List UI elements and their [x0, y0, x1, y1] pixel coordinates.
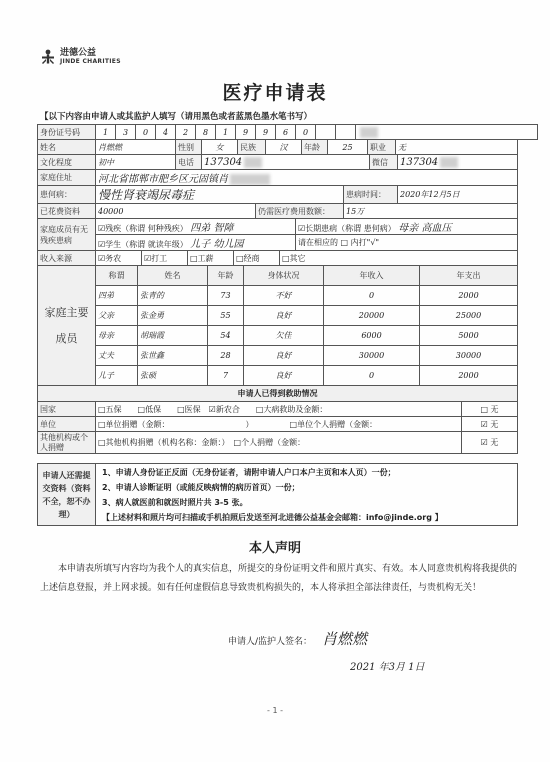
disabled-cell	[96, 219, 296, 235]
id-digit[interactable]: 0	[136, 125, 156, 140]
member-age[interactable]: 28	[208, 346, 244, 366]
member-expense[interactable]: 2000	[420, 366, 518, 386]
family-col-age: 年龄	[208, 266, 244, 286]
address-table	[37, 169, 518, 186]
onset-field[interactable]: 2020年12月5日	[398, 186, 518, 204]
table-row	[38, 326, 518, 346]
need-label: 仍需医疗费用数额：	[256, 204, 344, 219]
ethnicity-label: 民族	[238, 140, 266, 155]
member-relation[interactable]: 四弟	[96, 286, 138, 306]
member-income[interactable]: 6000	[324, 326, 420, 346]
family-section-label: 家庭主要成员	[38, 266, 96, 386]
income-labor-checkbox[interactable]: ☑打工	[142, 251, 188, 266]
address-label: 家庭住址	[38, 170, 96, 186]
material-item: 1、申请人身份证正反面（无身份证者，请附申请人户口本户主页和本人页）一份；	[102, 467, 396, 477]
member-income[interactable]: 0	[324, 366, 420, 386]
contact-row	[38, 155, 518, 170]
disease-row	[38, 186, 518, 204]
member-health[interactable]: 欠佳	[244, 326, 324, 346]
redaction-mark	[230, 174, 270, 185]
member-health[interactable]: 不好	[244, 286, 324, 306]
education-label: 文化程度	[38, 155, 96, 170]
id-digit[interactable]: 2	[176, 125, 196, 140]
income-salary-checkbox[interactable]: □工薪	[188, 251, 234, 266]
family-col-income: 年收入	[324, 266, 420, 286]
brand-logo	[40, 48, 121, 65]
member-health[interactable]: 良好	[244, 306, 324, 326]
jinde-logo-icon	[40, 49, 56, 65]
basic-info-table	[37, 139, 518, 155]
chronic-checkbox[interactable]: ☑长期患病（称谓 患何病）	[298, 224, 396, 233]
member-income[interactable]: 20000	[324, 306, 420, 326]
age-field[interactable]: 25	[328, 140, 368, 155]
member-expense[interactable]: 5000	[420, 326, 518, 346]
aid-country-row	[38, 402, 518, 417]
income-table	[37, 250, 518, 266]
member-age[interactable]: 73	[208, 286, 244, 306]
aid-other-label: 其他机构或个人捐赠	[38, 432, 96, 454]
aid-unit-label: 单位	[38, 417, 96, 432]
page-number: - 1 -	[267, 706, 283, 715]
id-digit[interactable]: 1	[216, 125, 236, 140]
member-name[interactable]: 张青的	[138, 286, 208, 306]
phone-cell	[202, 155, 370, 170]
aid-country-label: 国家	[38, 402, 96, 417]
hint-cell	[296, 235, 518, 251]
address-cell	[96, 170, 518, 186]
address-row	[38, 170, 518, 186]
aid-unit-options[interactable]: □单位捐赠（金额： ） □单位个人捐赠（金额：	[96, 417, 462, 432]
aid-country-options[interactable]: □五保 □低保 □医保 ☑新农合 □大病救助及金额：	[96, 402, 462, 417]
spent-field[interactable]: 40000	[96, 204, 256, 219]
id-digit[interactable]: 6	[276, 125, 296, 140]
check-hint: 请在相应的 □ 内打"√"	[298, 238, 380, 247]
id-digit[interactable]: 8	[196, 125, 216, 140]
declaration-text: 本申请表所填写内容均为我个人的真实信息，所提交的身份证明文件和照片真实、有效。本人同意贵机构将我提供的上述信息登报，并上网求援。如有任何虚假信息导致贵机构损失的，本人将承担全部法律责任，与贵机构无关！	[40, 564, 518, 593]
cost-table	[37, 203, 518, 219]
aid-title-row	[38, 386, 518, 402]
member-age[interactable]: 55	[208, 306, 244, 326]
family-col-relation: 称谓	[96, 266, 138, 286]
member-name[interactable]: 胡瑞霞	[138, 326, 208, 346]
chronic-field[interactable]: 母亲 高血压	[398, 223, 452, 234]
id-digit[interactable]: 0	[296, 125, 316, 140]
member-income[interactable]: 0	[324, 286, 420, 306]
income-row	[38, 251, 518, 266]
table-row	[38, 346, 518, 366]
aid-table	[37, 385, 518, 454]
id-digit[interactable]: 9	[256, 125, 276, 140]
member-age[interactable]: 7	[208, 366, 244, 386]
aid-other-none-checkbox[interactable]: ☑ 无	[462, 432, 518, 454]
material-item: 3、病人就医前和就医时照片共 3-5 张。	[102, 497, 248, 507]
aid-country-none-checkbox[interactable]: □ 无	[462, 402, 518, 417]
application-form-table	[37, 124, 538, 140]
name-row	[38, 140, 518, 155]
materials-row	[38, 464, 518, 526]
family-col-expense: 年支出	[420, 266, 518, 286]
wechat-field[interactable]: 137304	[400, 156, 439, 168]
form-note: 【以下内容由申请人或其监护人填写（请用黑色或者蓝黑色墨水笔书写）	[40, 112, 313, 122]
member-label: 家庭成员有无残疾患病	[38, 219, 96, 251]
job-field[interactable]: 无	[396, 140, 518, 155]
disease-field[interactable]: 慢性肾衰竭尿毒症	[96, 186, 344, 204]
redaction-mark	[360, 127, 378, 138]
family-table	[37, 265, 518, 386]
ethnicity-field[interactable]: 汉	[266, 140, 302, 155]
material-item: 2、申请人诊断证明（或能反映病情的病历首页）一份；	[102, 482, 300, 492]
student-checkbox[interactable]: ☑学生（称谓 就读年级）	[98, 240, 188, 249]
name-field[interactable]: 肖燃燃	[96, 140, 176, 155]
aid-other-options[interactable]: □其他机构捐赠（机构名称：金额：） □个人捐赠（金额：	[96, 432, 462, 454]
members-row-2	[38, 235, 518, 251]
education-field[interactable]: 初中	[96, 155, 176, 170]
member-expense[interactable]: 25000	[420, 306, 518, 326]
material-item: 【上述材料和照片均可扫描或手机拍照后发送至河北进德公益基金会邮箱：info@jinde.org 】	[102, 512, 443, 522]
member-relation[interactable]: 儿子	[96, 366, 138, 386]
signature-field[interactable]: 肖燃燃	[322, 630, 368, 648]
id-digit[interactable]: 4	[156, 125, 176, 140]
redaction-mark	[244, 157, 262, 168]
materials-table	[37, 463, 518, 526]
member-age[interactable]: 54	[208, 326, 244, 346]
wechat-label: 微信	[370, 155, 398, 170]
phone-label: 电话	[176, 155, 202, 170]
student-cell	[96, 235, 296, 251]
members-row-1	[38, 219, 518, 235]
id-digit[interactable]: 9	[236, 125, 256, 140]
table-row	[38, 366, 518, 386]
income-label: 收入来源	[38, 251, 96, 266]
member-relation[interactable]: 丈夫	[96, 346, 138, 366]
student-field[interactable]: 儿子 幼儿园	[190, 239, 244, 250]
id-digit[interactable]	[336, 125, 356, 140]
income-farming-checkbox[interactable]: ☑务农	[96, 251, 142, 266]
aid-other-row	[38, 432, 518, 454]
member-expense[interactable]: 2000	[420, 286, 518, 306]
disabled-checkbox[interactable]: ☑残疾（称谓 何种残疾）	[98, 224, 188, 233]
member-health[interactable]: 良好	[244, 366, 324, 386]
id-label: 身份证号码	[38, 125, 96, 140]
family-col-name: 姓名	[138, 266, 208, 286]
gender-label: 性别	[176, 140, 202, 155]
disease-label: 患何病：	[38, 186, 96, 204]
address-field[interactable]: 河北省邯郸市肥乡区元固镇肖	[98, 174, 228, 185]
member-name[interactable]: 张金勇	[138, 306, 208, 326]
family-col-health: 身体状况	[244, 266, 324, 286]
job-label: 职业	[368, 140, 396, 155]
member-income[interactable]: 30000	[324, 346, 420, 366]
aid-unit-none-checkbox[interactable]: ☑ 无	[462, 417, 518, 432]
age-label: 年龄	[302, 140, 328, 155]
table-row	[38, 306, 518, 326]
aid-section-title: 申请人已得到救助情况	[38, 386, 518, 402]
members-table	[37, 218, 518, 251]
member-relation[interactable]: 父亲	[96, 306, 138, 326]
form-title: 医疗申请表	[222, 82, 328, 104]
member-name[interactable]: 张硕	[138, 366, 208, 386]
onset-label: 患病时间：	[344, 186, 398, 204]
id-redacted	[356, 125, 538, 140]
brand-name: 进德公益	[60, 48, 97, 58]
member-name[interactable]: 张世鑫	[138, 346, 208, 366]
declaration-title: 本人声明	[248, 541, 301, 556]
brand-name-en: JINDE CHARITIES	[60, 58, 121, 65]
income-business-checkbox[interactable]: □经商	[234, 251, 280, 266]
member-relation[interactable]: 母亲	[96, 326, 138, 346]
signature-label: 申请人/监护人签名：	[228, 637, 313, 647]
income-other-checkbox[interactable]: □其它	[280, 251, 518, 266]
id-digit[interactable]	[316, 125, 336, 140]
member-expense[interactable]: 30000	[420, 346, 518, 366]
wechat-cell	[398, 155, 518, 170]
id-digit[interactable]: 3	[116, 125, 136, 140]
gender-field[interactable]: 女	[202, 140, 238, 155]
aid-unit-row	[38, 417, 518, 432]
need-field[interactable]: 15万	[344, 204, 518, 219]
spent-label: 已花费资料	[38, 204, 96, 219]
table-row	[38, 286, 518, 306]
member-health[interactable]: 良好	[244, 346, 324, 366]
contact-table	[37, 154, 518, 170]
materials-list	[96, 464, 518, 526]
disabled-field[interactable]: 四弟 智障	[190, 223, 234, 234]
chronic-cell	[296, 219, 518, 235]
cost-row	[38, 204, 518, 219]
disease-table	[37, 185, 518, 204]
redaction-mark	[440, 157, 458, 168]
phone-field[interactable]: 137304	[204, 156, 243, 168]
signature-date[interactable]: 2021 年3月 1日	[350, 662, 425, 673]
id-digit[interactable]: 1	[96, 125, 116, 140]
id-row	[38, 125, 538, 140]
name-label: 姓名	[38, 140, 96, 155]
materials-label: 申请人还需提交资料（资料不全，恕不办理）	[38, 464, 96, 526]
family-header-row	[38, 266, 518, 286]
